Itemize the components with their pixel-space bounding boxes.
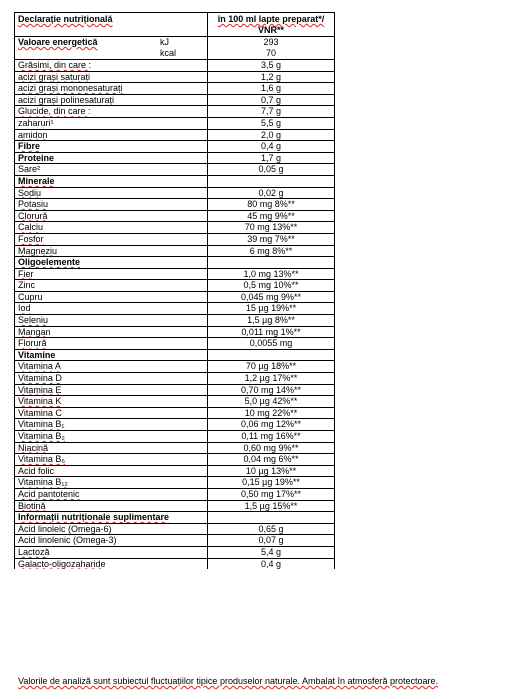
nutrient-value: 1,2 g	[260, 71, 282, 82]
nutrient-value: 1,5 µg 15%**	[244, 500, 298, 511]
nutrient-label: Acid linolenic (Omega-3)	[18, 535, 117, 546]
nutrient-value: 0,045 mg 9%**	[240, 291, 302, 302]
nutrient-value: 0,7 g	[260, 94, 282, 105]
nutrient-label: Vitamina K	[18, 396, 62, 407]
nutrient-label-cell	[15, 245, 208, 257]
table-row	[15, 175, 335, 187]
nutrient-value: 1,6 g	[260, 83, 282, 94]
nutrient-value: 2,0 g	[260, 129, 282, 140]
nutrient-label: Calciu	[18, 222, 44, 233]
nutrient-value-cell	[208, 349, 335, 361]
energy-unit-kj: kJ	[159, 37, 169, 47]
nutrient-label: Acid folic	[18, 465, 55, 476]
table-row	[15, 338, 335, 350]
energy-row	[15, 37, 335, 60]
energy-unit-kcal: kcal	[159, 48, 176, 58]
nutrient-label-cell	[15, 512, 208, 524]
nutrient-value: 0,60 mg 9%**	[243, 442, 299, 453]
nutrient-label-cell	[15, 187, 208, 199]
nutrient-label-cell	[15, 349, 208, 361]
table-row	[15, 523, 335, 535]
nutrient-label-cell	[15, 210, 208, 222]
nutrient-label-cell	[15, 419, 208, 431]
nutrient-value: 10 µg 13%**	[245, 465, 297, 476]
nutrient-label-cell	[15, 407, 208, 419]
nutrient-value-cell	[208, 280, 335, 292]
nutrient-value-cell	[208, 500, 335, 512]
nutrient-value-cell	[208, 407, 335, 419]
nutrient-label: Acid linoleic (Omega-6)	[18, 523, 112, 534]
nutrient-label: Vitamina B₁	[18, 419, 65, 430]
nutrient-label-cell	[15, 558, 208, 569]
nutrient-label-cell	[15, 94, 208, 106]
table-row	[15, 291, 335, 303]
nutrient-label: Iod	[18, 303, 31, 314]
nutrient-value: 0,04 mg 6%**	[243, 454, 299, 465]
nutrient-value-cell	[208, 210, 335, 222]
nutrient-label-cell	[15, 396, 208, 408]
nutrient-value-cell	[208, 442, 335, 454]
nutrient-value-cell	[208, 268, 335, 280]
nutrient-label-cell	[15, 268, 208, 280]
nutrient-value: 5,4 g	[260, 546, 282, 557]
nutrient-value: 7,7 g	[260, 106, 282, 117]
nutrient-label-cell	[15, 546, 208, 558]
nutrient-value: 80 mg 8%**	[247, 199, 295, 210]
nutrition-document	[14, 12, 334, 569]
energy-label-cell	[15, 37, 208, 60]
nutrient-label: acizi grași saturați	[18, 71, 91, 82]
nutrient-value: 3,5 g	[260, 60, 282, 70]
nutrient-label-cell	[15, 303, 208, 315]
nutrient-value-cell	[208, 71, 335, 83]
energy-label: Valoare energetică	[18, 37, 98, 47]
nutrient-label-cell	[15, 373, 208, 385]
nutrient-value: 70 µg 18%**	[245, 361, 297, 372]
nutrient-value-cell	[208, 384, 335, 396]
nutrient-label: Fosfor	[18, 233, 44, 244]
table-row	[15, 442, 335, 454]
nutrient-label-cell	[15, 326, 208, 338]
energy-value-kcal: 70	[265, 48, 276, 58]
nutrient-label: Vitamina B₁₂	[18, 477, 68, 488]
nutrient-value: 0,11 mg 16%**	[241, 431, 301, 441]
nutrient-value: 0,02 g	[258, 187, 284, 198]
table-row	[15, 361, 335, 373]
nutrient-value-cell	[208, 431, 335, 443]
nutrient-label-cell	[15, 454, 208, 466]
nutrient-value: 6 mg 8%**	[249, 245, 293, 256]
nutrient-label-cell	[15, 175, 208, 187]
table-row	[15, 373, 335, 385]
nutrient-label: Vitamina C	[18, 407, 62, 418]
nutrient-value: 0,4 g	[260, 558, 282, 569]
nutrient-label: Mangan	[18, 326, 51, 337]
nutrient-value-cell	[208, 315, 335, 327]
nutrient-label: Clorură	[18, 210, 48, 221]
nutrient-value-cell	[208, 141, 335, 153]
nutrient-label-cell	[15, 280, 208, 292]
table-row	[15, 106, 335, 118]
header-value: în 100 ml lapte preparat*/ VNR**	[208, 13, 335, 37]
nutrient-value: 0,5 mg 10%**	[243, 280, 299, 291]
nutrient-label: Proteine	[18, 152, 55, 163]
table-row	[15, 129, 335, 141]
nutrient-label: Vitamine	[18, 349, 56, 360]
nutrient-value-cell	[208, 129, 335, 141]
nutrient-label-cell	[15, 117, 208, 129]
table-row	[15, 83, 335, 95]
nutrient-label: Vitamina E	[18, 384, 62, 395]
nutrient-label: zaharuri¹	[18, 117, 54, 128]
nutrient-value: 1,2 µg 17%**	[244, 373, 298, 384]
nutrient-value-cell	[208, 361, 335, 373]
table-row	[15, 187, 335, 199]
nutrient-label: Cupru	[18, 291, 43, 302]
nutrient-value-cell	[208, 117, 335, 129]
nutrient-label: Galacto-oligozaharide	[18, 558, 106, 569]
nutrient-label-cell	[15, 442, 208, 454]
nutrient-label-cell	[15, 164, 208, 176]
nutrient-label: Magneziu	[18, 245, 58, 256]
nutrient-value: 0,65 g	[258, 523, 284, 534]
nutrient-value: 0,07 g	[258, 535, 284, 546]
nutrient-label-cell	[15, 477, 208, 489]
energy-value-cell	[208, 37, 335, 60]
nutrient-label: acizi grași polinesaturați	[18, 94, 115, 105]
nutrient-value-cell	[208, 488, 335, 500]
nutrient-value-cell	[208, 106, 335, 118]
nutrient-label: amidon	[18, 129, 48, 140]
table-row	[15, 117, 335, 129]
nutrient-value-cell	[208, 199, 335, 211]
nutrient-label: Vitamina D	[18, 373, 62, 384]
footnote: Valorile de analiză sunt subiectul fluctuațiilor tipice produselor naturale. Ambalat în atmosferă protectoare.	[18, 676, 439, 686]
table-row	[15, 152, 335, 164]
table-row	[15, 407, 335, 419]
table-row	[15, 512, 335, 524]
nutrient-label: Informații nutriționale suplimentare	[18, 512, 170, 523]
nutrient-label: Vitamina B₆	[18, 454, 65, 465]
nutrient-value: 10 mg 22%**	[244, 407, 298, 418]
nutrient-label-cell	[15, 488, 208, 500]
nutrient-value: 39 mg 7%**	[247, 233, 295, 244]
nutrient-label: Fibre	[18, 141, 41, 152]
nutrient-value-cell	[208, 477, 335, 489]
nutrient-label: Vitamina A	[18, 361, 61, 372]
nutrient-label-cell	[15, 199, 208, 211]
nutrient-label-cell	[15, 291, 208, 303]
table-row	[15, 257, 335, 269]
nutrient-label-cell	[15, 129, 208, 141]
table-row	[15, 199, 335, 211]
nutrient-value: 0,4 g	[260, 141, 282, 152]
nutrient-value: 0,0055 mg	[249, 338, 293, 349]
nutrient-label-cell	[15, 431, 208, 443]
nutrient-value: 5,0 µg 42%**	[244, 396, 298, 407]
table-row	[15, 280, 335, 292]
nutrient-value-cell	[208, 164, 335, 176]
nutrient-label-cell	[15, 60, 208, 72]
table-row	[15, 477, 335, 489]
table-row	[15, 419, 335, 431]
nutrient-value-cell	[208, 257, 335, 269]
table-row	[15, 222, 335, 234]
nutrient-value-cell	[208, 233, 335, 245]
nutrient-label-cell	[15, 257, 208, 269]
nutrient-value: 45 mg 9%**	[247, 210, 295, 221]
nutrition-table	[14, 12, 335, 569]
nutrient-value-cell	[208, 303, 335, 315]
nutrient-value-cell	[208, 523, 335, 535]
nutrient-label-cell	[15, 535, 208, 547]
nutrient-value-cell	[208, 465, 335, 477]
nutrient-label-cell	[15, 141, 208, 153]
nutrient-label-cell	[15, 361, 208, 373]
nutrient-value-cell	[208, 558, 335, 569]
nutrient-label-cell	[15, 71, 208, 83]
nutrient-label: Minerale	[18, 175, 55, 186]
nutrient-label-cell	[15, 338, 208, 350]
nutrient-label-cell	[15, 315, 208, 327]
table-row	[15, 94, 335, 106]
nutrient-label-cell	[15, 83, 208, 95]
nutrient-value: 0,011 mg 1%**	[241, 326, 301, 337]
nutrient-label-cell	[15, 222, 208, 234]
nutrient-value: 0,06 mg 12%**	[240, 419, 302, 430]
nutrient-label-cell	[15, 233, 208, 245]
nutrient-label: Seleniu	[18, 315, 49, 326]
nutrient-value: 1,7 g	[260, 152, 282, 163]
nutrient-label: Biotină	[18, 500, 46, 511]
nutrient-label: Florură	[18, 338, 47, 349]
nutrient-label: Fier	[18, 268, 34, 279]
nutrient-value-cell	[208, 187, 335, 199]
nutrient-value-cell	[208, 175, 335, 187]
table-row	[15, 546, 335, 558]
nutrient-value-cell	[208, 94, 335, 106]
header-label: Declarație nutrițională	[15, 13, 208, 37]
nutrient-value-cell	[208, 326, 335, 338]
nutrient-label: Sodiu	[18, 187, 42, 198]
nutrient-value-cell	[208, 454, 335, 466]
nutrient-label-cell	[15, 152, 208, 164]
table-row	[15, 71, 335, 83]
energy-value-kj: 293	[263, 37, 279, 47]
nutrient-value: 0,15 µg 19%**	[242, 477, 300, 488]
nutrient-value-cell	[208, 512, 335, 524]
nutrient-label: Vitamina B₂	[18, 431, 65, 441]
nutrient-value-cell	[208, 245, 335, 257]
nutrient-label: Potasiu	[18, 199, 49, 210]
nutrient-value-cell	[208, 291, 335, 303]
nutrient-label: Acid pantotenic	[18, 488, 80, 499]
nutrient-value-cell	[208, 373, 335, 385]
nutrient-value-cell	[208, 222, 335, 234]
nutrient-value: 0,05 g	[258, 164, 284, 175]
table-row	[15, 233, 335, 245]
table-row	[15, 396, 335, 408]
table-row	[15, 141, 335, 153]
nutrient-value-cell	[208, 338, 335, 350]
table-row	[15, 210, 335, 222]
nutrient-label: Sare²	[18, 164, 41, 175]
table-row	[15, 500, 335, 512]
nutrient-label: Oligoelemente	[18, 257, 81, 268]
table-header-row	[15, 13, 335, 37]
nutrient-value-cell	[208, 419, 335, 431]
nutrient-value-cell	[208, 396, 335, 408]
table-row	[15, 303, 335, 315]
table-row	[15, 431, 335, 443]
nutrient-label-cell	[15, 500, 208, 512]
table-row	[15, 60, 335, 72]
nutrient-label: Lactoză	[18, 546, 50, 557]
table-row	[15, 454, 335, 466]
nutrient-value: 1,0 mg 13%**	[243, 268, 299, 279]
nutrient-label-cell	[15, 465, 208, 477]
nutrient-label: Zinc	[18, 280, 36, 291]
nutrient-label-cell	[15, 106, 208, 118]
table-row	[15, 326, 335, 338]
nutrient-label-cell	[15, 384, 208, 396]
nutrient-label: Glucide, din care :	[18, 106, 91, 117]
table-row	[15, 164, 335, 176]
table-row	[15, 535, 335, 547]
nutrient-label: Niacină	[18, 442, 49, 453]
table-row	[15, 465, 335, 477]
nutrient-value-cell	[208, 152, 335, 164]
nutrient-label-cell	[15, 523, 208, 535]
nutrient-label: acizi grași mononesaturați	[18, 83, 123, 94]
table-row	[15, 268, 335, 280]
nutrient-value: 0,50 mg 17%**	[240, 488, 302, 499]
table-row	[15, 384, 335, 396]
table-row	[15, 558, 335, 569]
nutrient-value: 0,70 mg 14%**	[240, 384, 302, 395]
nutrient-value-cell	[208, 60, 335, 72]
table-row	[15, 488, 335, 500]
nutrient-value-cell	[208, 546, 335, 558]
nutrient-value-cell	[208, 83, 335, 95]
table-row	[15, 349, 335, 361]
table-row	[15, 315, 335, 327]
nutrient-label: Grăsimi, din care :	[18, 60, 92, 70]
table-row	[15, 245, 335, 257]
nutrient-value-cell	[208, 535, 335, 547]
nutrient-value: 15 µg 19%**	[245, 303, 297, 314]
nutrient-value: 1,5 µg 8%**	[247, 315, 295, 326]
nutrient-value: 5,5 g	[260, 117, 282, 128]
nutrient-value: 70 mg 13%**	[244, 222, 298, 233]
